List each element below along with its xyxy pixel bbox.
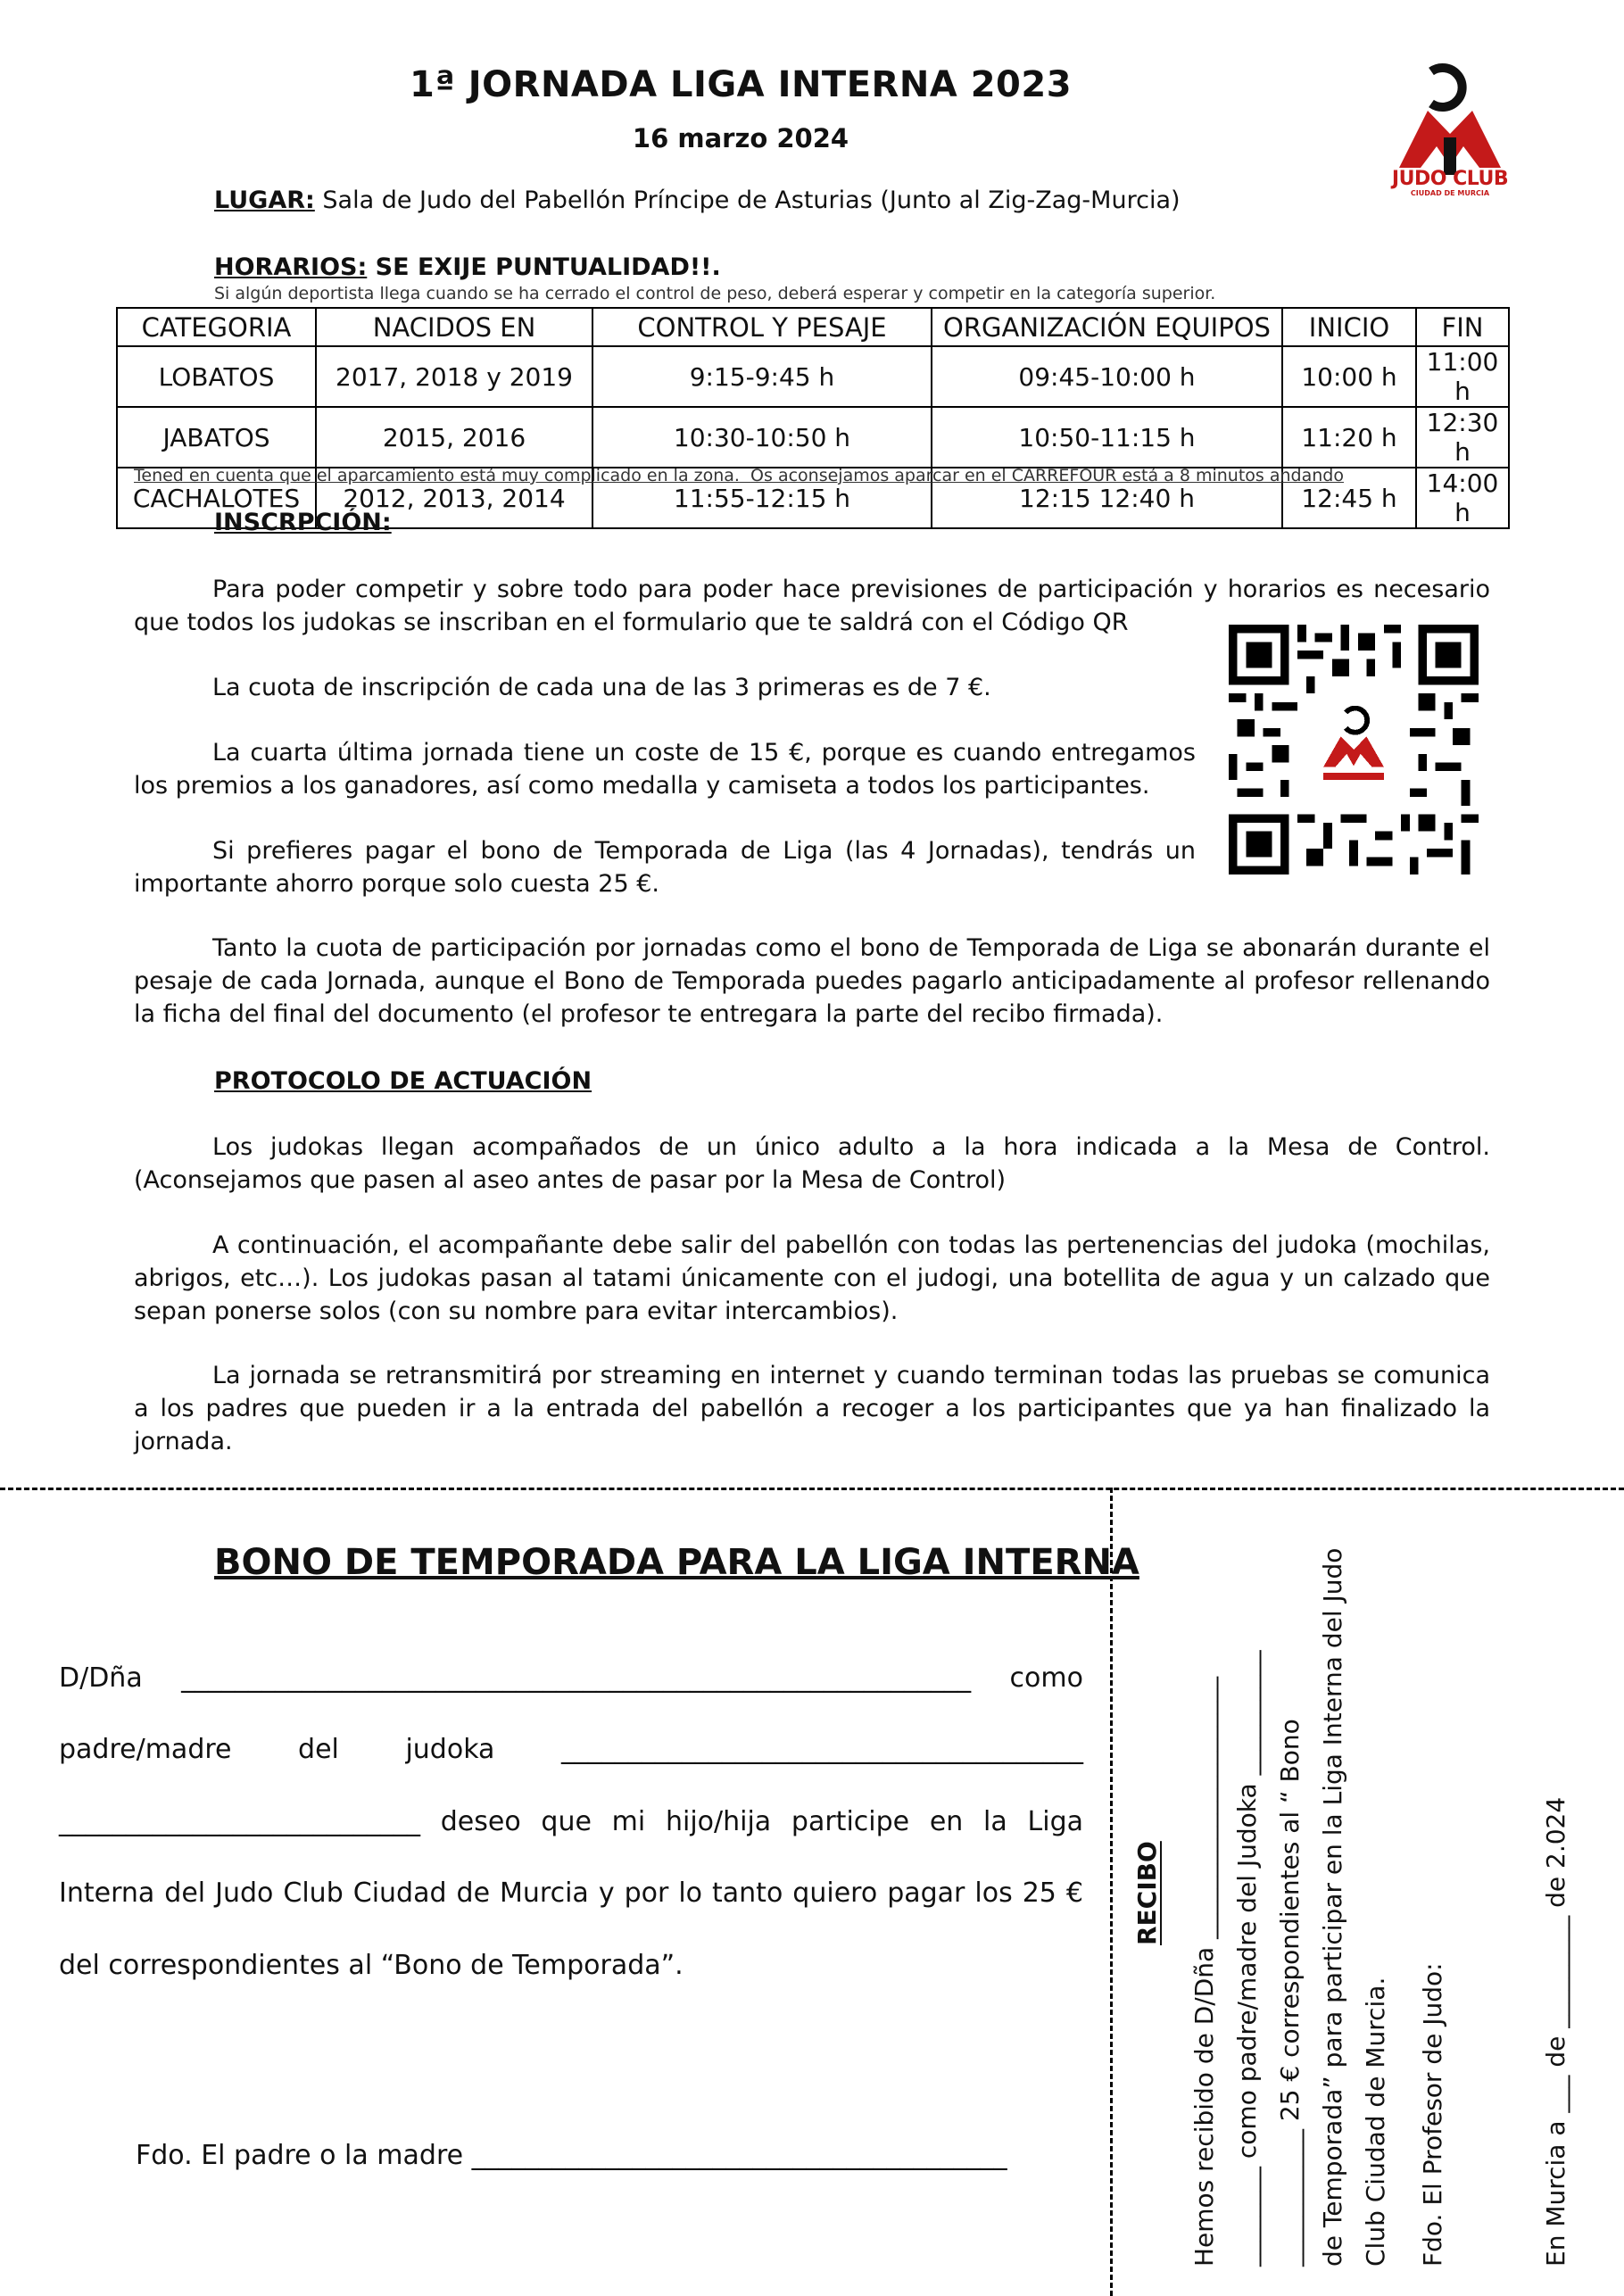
table-cell: 14:00 h (1416, 468, 1509, 528)
table-row (117, 346, 1509, 407)
table-cell: 9:15-9:45 h (592, 346, 932, 407)
cut-line-vertical (1110, 1488, 1113, 2296)
table-row (117, 407, 1509, 468)
protocolo-paragraph-2: A continuación, el acompañante debe salir del pabellón con todas las pertenencias del judoka (mochilas, abrigos, etc…). Los judokas pasan al tatami únicamente con el judogi, una botellita de agua y un calzado que sepan ponerse solos (con su nombre para evitar intercambios). (134, 1231, 1490, 1325)
recibo-line-1: Hemos recibido de D/Dña _____________________ (1189, 1676, 1219, 2267)
column-header: CONTROL Y PESAJE (592, 308, 932, 346)
inscripcion-paragraph-4: Si prefieres pagar el bono de Temporada de Liga (las 4 Jornadas), tendrás un importante ahorro porque solo cuesta 25 €. (134, 837, 1196, 898)
recibo-line-6: Fdo. El Profesor de Judo: (1418, 1962, 1447, 2267)
column-header: INICIO (1282, 308, 1416, 346)
bono-line-1: D/Dña ___________________________________________________________ como (59, 1662, 1083, 1694)
protocolo-paragraph-1: Los judokas llegan acompañados de un único adulto a la hora indicada a la Mesa de Control. (Aconsejamos que pasen al aseo antes de pasar por la Mesa de Control) (134, 1133, 1490, 1194)
column-header: FIN (1416, 308, 1509, 346)
table-cell: 2015, 2016 (316, 407, 592, 468)
schedule-table (116, 307, 1510, 529)
bono-line-3: ___________________________ deseo que mi hijo/hija participe en la Liga (59, 1806, 1083, 1837)
inscripcion-paragraph-3: La cuarta última jornada tiene un coste de 15 €, porque es cuando entregamos los premios a los ganadores, así como medalla y camiseta a todos los participantes. (134, 739, 1196, 800)
protocolo-heading: PROTOCOLO DE ACTUACIÓN (214, 1067, 592, 1095)
recibo-line-5: Club Ciudad de Murcia. (1361, 1977, 1390, 2267)
lugar-line (214, 184, 1181, 217)
lugar-text: Sala de Judo del Pabellón Príncipe de Asturias (Junto al Zig-Zag-Murcia) (314, 186, 1181, 214)
cut-line-horizontal (0, 1488, 1624, 1490)
column-header: CATEGORIA (117, 308, 316, 346)
inscripcion-paragraph-2: La cuota de inscripción de cada una de las 3 primeras es de 7 €. (212, 674, 991, 701)
parking-note-2: Os aconsejamos aparcar en el CARREFOUR está a 8 minutos andando (750, 466, 1344, 485)
table-cell: CACHALOTES (117, 468, 316, 528)
table-cell: JABATOS (117, 407, 316, 468)
qr-code-icon[interactable] (1229, 625, 1479, 874)
logo-subtitle: CIUDAD DE MURCIA (1410, 189, 1490, 197)
table-cell: 11:20 h (1282, 407, 1416, 468)
protocolo-paragraph-3: La jornada se retransmitirá por streaming en internet y cuando terminan todas las pruebas se comunica a los padres que pueden ir a la entrada del pabellón a recoger a los participantes que ya han finalizado la jornada. (134, 1362, 1490, 1455)
table-cell: 12:15 12:40 h (932, 468, 1282, 528)
horarios-line (214, 251, 721, 284)
bono-line-5: del correspondientes al “Bono de Temporada”. (59, 1950, 684, 1981)
table-cell: 2012, 2013, 2014 (316, 468, 592, 528)
table-cell: 12:45 h (1282, 468, 1416, 528)
horarios-text: SE EXIJE PUNTUALIDAD!!. (367, 253, 721, 281)
table-header-row (117, 308, 1509, 346)
recibo-line-4: de Temporada” para participar en la Liga Interna del Judo (1318, 1547, 1347, 2267)
table-cell: 10:00 h (1282, 346, 1416, 407)
document-title: 1ª JORNADA LIGA INTERNA 2023 (409, 64, 1073, 105)
table-cell: 2017, 2018 y 2019 (316, 346, 592, 407)
recibo-title: RECIBO (1132, 1841, 1162, 1945)
recibo-line-3: ___________ 25 € correspondientes al “ Bono (1275, 1719, 1305, 2267)
column-header: NACIDOS EN (316, 308, 592, 346)
table-cell: 10:30-10:50 h (592, 407, 932, 468)
recibo-line-7: En Murcia a ___ de _________ de 2.024 (1541, 1796, 1570, 2267)
column-header: ORGANIZACIÓN EQUIPOS (932, 308, 1282, 346)
bono-title: BONO DE TEMPORADA PARA LA LIGA INTERNA (214, 1542, 1139, 1583)
horarios-label: HORARIOS: (214, 253, 368, 281)
recibo-line-2: ________ como padre/madre del Judoka __________ (1232, 1650, 1262, 2267)
parking-note-1: Tened en cuenta que el aparcamiento está muy complicado en la zona. (134, 466, 740, 485)
table-cell: 09:45-10:00 h (932, 346, 1282, 407)
bono-line-4: Interna del Judo Club Ciudad de Murcia y por lo tanto quiero pagar los 25 € (59, 1877, 1083, 1909)
table-cell: 12:30 h (1416, 407, 1509, 468)
parking-note (134, 466, 1344, 485)
logo-name: JUDO CLUB (1391, 168, 1509, 190)
lugar-label: LUGAR: (214, 186, 315, 214)
table-cell: 11:00 h (1416, 346, 1509, 407)
horarios-note: Si algún deportista llega cuando se ha cerrado el control de peso, deberá esperar y competir en la categoría superior. (214, 284, 1216, 303)
table-cell: 10:50-11:15 h (932, 407, 1282, 468)
inscripcion-heading: INSCRPCIÓN: (214, 509, 392, 536)
table-cell: 11:55-12:15 h (592, 468, 932, 528)
inscripcion-paragraph-5: Tanto la cuota de participación por jornadas como el bono de Temporada de Liga se abonarán durante el pesaje de cada Jornada, aunque el Bono de Temporada puedes pagarlo anticipadamente al profesor rellenando la ficha del final del documento (el profesor te entregara la parte del recibo firmada). (134, 934, 1490, 1028)
inscripcion-paragraph-1: Para poder competir y sobre todo para poder hace previsiones de participación y horarios es necesario que todos los judokas se inscriban en el formulario que te saldrá con el Código QR (134, 576, 1490, 636)
parent-signature-line: Fdo. El padre o la madre ________________________________________ (136, 2140, 1007, 2171)
event-date: 16 marzo 2024 (632, 123, 849, 153)
bono-line-2: padre/madre del judoka _______________________________________ (59, 1734, 1083, 1765)
table-cell: LOBATOS (117, 346, 316, 407)
